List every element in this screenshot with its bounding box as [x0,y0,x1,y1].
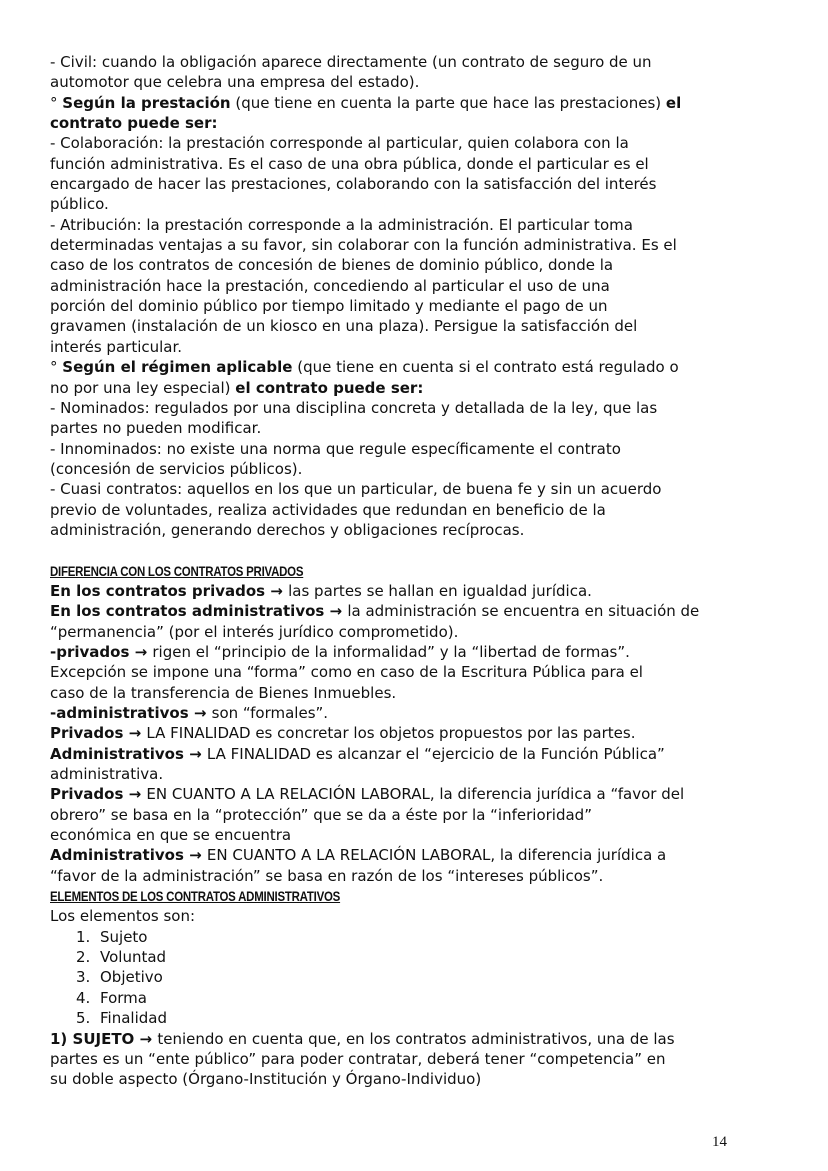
bold-text: Administrativos → [50,846,207,865]
text: administración hace la prestación, concediendo al particular el uso de una [50,276,610,295]
text-line [50,805,750,825]
text: ° [50,93,63,112]
text: interés particular. [50,337,183,356]
text-line [50,337,750,357]
text: rigen el “principio de la informalidad” y la “libertad de formas”. [152,642,630,661]
text: partes es un “ente público” para poder contratar, deberá tener “competencia” en [50,1049,666,1068]
text: gravamen (instalación de un kiosco en una plaza). Persigue la satisfacción del [50,317,638,336]
text: - Innominados: no existe una norma que regule específicamente el contrato [50,439,621,458]
text-line [50,1069,750,1089]
text: LA FINALIDAD es alcanzar el “ejercicio de la Función Pública” [206,744,665,763]
text: LA FINALIDAD es concretar los objetos propuestos por las partes. [146,724,636,743]
text: caso de los contratos de concesión de bienes de dominio público, donde la [50,256,614,275]
text: administración, generando derechos y obligaciones recíprocas. [50,520,525,539]
text-line [50,906,750,926]
text-line [50,845,750,865]
text-line [50,764,750,784]
text-line [50,357,750,377]
text: la administración se encuentra en situación de [347,602,700,621]
section-heading [50,561,750,581]
text: público. [50,195,109,214]
list-item [50,1008,750,1028]
text-line [50,113,750,133]
text-line [50,662,750,682]
list-item [50,927,750,947]
list-number: 2. [76,948,91,967]
bold-text: 1) SUJETO → [50,1029,158,1048]
text: administrativa. [50,765,164,784]
text-line [50,500,750,520]
text: determinadas ventajas a su favor, sin colaborar con la función administrativa. Es el [50,236,677,255]
bold-text: Privados → [50,785,147,804]
text-line [50,540,750,560]
text: las partes se hallan en igualdad jurídica. [288,581,592,600]
text-line [50,398,750,418]
text: su doble aspecto (Órgano-Institución y Órgano-Individuo) [50,1070,482,1089]
text-line [50,174,750,194]
text: - Atribución: la prestación corresponde a la administración. El particular toma [50,215,633,234]
text: - Civil: cuando la obligación aparece directamente (un contrato de seguro de un [50,53,652,71]
text-line [50,215,750,235]
text: EN CUANTO A LA RELACIÓN LABORAL, la diferencia jurídica a [206,846,667,865]
text-line [50,235,750,255]
text-line [50,439,750,459]
heading-text: ELEMENTOS DE LOS CONTRATOS ADMINISTRATIVOS [50,888,341,905]
text: - Colaboración: la prestación corresponde al particular, quien colabora con la [50,134,629,153]
text: Los elementos son: [50,907,196,926]
text: encargado de hacer las prestaciones, colaborando con la satisfacción del interés [50,175,657,194]
bold-text: -privados → [50,642,153,661]
text: (que tiene en cuenta si el contrato está regulado o [292,358,679,377]
list-item [50,947,750,967]
text-line [50,418,750,438]
section-heading [50,886,750,906]
list-item [50,988,750,1008]
document-body [50,52,750,1090]
text-line [50,1029,750,1049]
bold-text: el contrato puede ser: [235,378,424,397]
text: porción del dominio público por tiempo limitado y mediante el pago de un [50,297,608,316]
text-line [50,1049,750,1069]
text-line [50,296,750,316]
text-line [50,255,750,275]
text-line [50,276,750,296]
text-line [50,825,750,845]
text-line [50,622,750,642]
list-number: 1. [76,927,91,946]
text: EN CUANTO A LA RELACIÓN LABORAL, la diferencia jurídica a “favor del [146,785,685,804]
list-number: 5. [76,1009,91,1028]
text: caso de la transferencia de Bienes Inmuebles. [50,683,397,702]
text-line [50,866,750,886]
text-line [50,133,750,153]
text-line [50,459,750,479]
text: automotor que celebra una empresa del estado). [50,73,420,92]
text: no por una ley especial) [50,378,236,397]
text-line [50,316,750,336]
text: - Nominados: regulados por una disciplina concreta y detallada de la ley, que las [50,398,658,417]
text: partes no pueden modificar. [50,419,262,438]
text: (concesión de servicios públicos). [50,459,303,478]
text: ° [50,358,63,377]
text: económica en que se encuentra [50,826,292,845]
bold-text: Según la prestación [62,93,231,112]
bold-text: contrato puede ser: [50,114,218,133]
text-line [50,581,750,601]
text: previo de voluntades, realiza actividades que redundan en beneficio de la [50,500,606,519]
list-number: 4. [76,988,91,1007]
heading-text: DIFERENCIA CON LOS CONTRATOS PRIVADOS [50,562,304,579]
bold-text: En los contratos administrativos → [50,602,348,621]
bold-text: Según el régimen aplicable [62,358,293,377]
text-line [50,154,750,174]
text: “permanencia” (por el interés jurídico comprometido). [50,622,459,641]
text-line [50,479,750,499]
list-number: 3. [76,968,91,987]
bold-text: -administrativos → [50,704,212,722]
list-item [50,967,750,987]
text-line [50,520,750,540]
text-line [50,744,750,764]
text-line [50,642,750,662]
bold-text: En los contratos privados → [50,581,289,600]
text-line [50,52,750,72]
text-line [50,93,750,113]
page-number: 14 [712,1134,727,1150]
bold-text: el [665,93,682,112]
text: (que tiene en cuenta la parte que hace las prestaciones) [230,93,666,112]
text-line [50,601,750,621]
text-line [50,72,750,92]
text: Forma [100,988,147,1007]
text-line [50,784,750,804]
text: Excepción se impone una “forma” como en caso de la Escritura Pública para el [50,663,643,682]
text: función administrativa. Es el caso de una obra pública, donde el particular es el [50,154,649,173]
text: “favor de la administración” se basa en razón de los “intereses públicos”. [50,866,604,885]
text: Voluntad [100,948,167,967]
text-line [50,703,750,723]
text: Sujeto [100,927,148,946]
text-line [50,683,750,703]
text: - Cuasi contratos: aquellos en los que un particular, de buena fe y sin un acuerdo [50,480,662,499]
text: Objetivo [100,968,163,987]
bold-text: Administrativos → [50,744,207,763]
text: obrero” se basa en la “protección” que se da a éste por la “inferioridad” [50,805,592,824]
text-line [50,723,750,743]
bold-text: Privados → [50,724,147,743]
text: son “formales”. [211,704,329,722]
text: Finalidad [100,1009,167,1028]
text-line [50,378,750,398]
text: teniendo en cuenta que, en los contratos administrativos, una de las [157,1029,675,1048]
text-line [50,194,750,214]
